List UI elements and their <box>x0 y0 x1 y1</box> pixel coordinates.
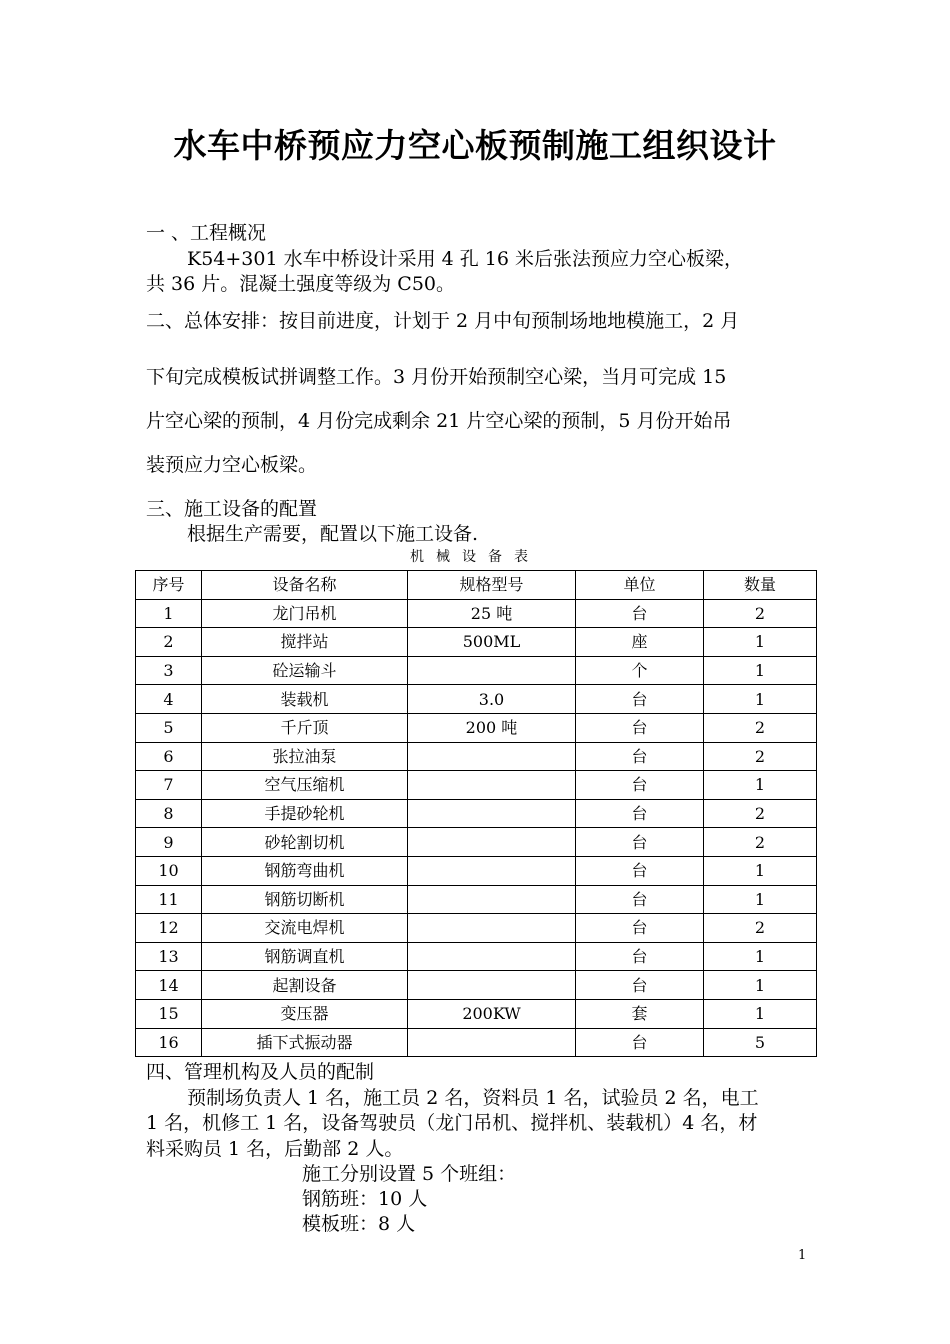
column-header: 数量 <box>704 571 817 600</box>
table-cell: 变压器 <box>202 999 408 1028</box>
table-cell: 2 <box>136 628 202 657</box>
table-cell <box>408 885 576 914</box>
table-cell: 3.0 <box>408 685 576 714</box>
table-cell: 200KW <box>408 999 576 1028</box>
section-heading-equipment: 三、施工设备的配置 <box>146 498 318 520</box>
teams-intro: 施工分别设置 5 个班组： <box>302 1163 517 1185</box>
table-cell: 2 <box>704 914 817 943</box>
paragraph-line: 预制场负责人 1 名，施工员 2 名，资料员 1 名，试验员 2 名，电工 <box>187 1087 759 1109</box>
table-cell: 交流电焊机 <box>202 914 408 943</box>
table-row <box>136 885 817 914</box>
table-cell: 5 <box>136 713 202 742</box>
paragraph-line: 装预应力空心板梁。 <box>146 454 318 476</box>
table-cell: 起割设备 <box>202 971 408 1000</box>
table-cell: 砼运输斗 <box>202 656 408 685</box>
paragraph-line: K54+301 水车中桥设计采用 4 孔 16 米后张法预应力空心板梁， <box>187 248 744 270</box>
table-cell: 6 <box>136 742 202 771</box>
table-cell: 500ML <box>408 628 576 657</box>
table-cell: 1 <box>704 771 817 800</box>
table-row <box>136 971 817 1000</box>
table-row <box>136 999 817 1028</box>
column-header: 规格型号 <box>408 571 576 600</box>
table-row <box>136 799 817 828</box>
team-item: 钢筋班：10 人 <box>302 1188 428 1210</box>
table-cell: 台 <box>576 942 704 971</box>
table-row <box>136 628 817 657</box>
table-cell <box>408 656 576 685</box>
table-row <box>136 771 817 800</box>
table-cell: 9 <box>136 828 202 857</box>
table-cell: 台 <box>576 771 704 800</box>
table-cell: 200 吨 <box>408 713 576 742</box>
table-cell: 1 <box>704 942 817 971</box>
table-row <box>136 685 817 714</box>
table-cell: 空气压缩机 <box>202 771 408 800</box>
table-cell <box>408 914 576 943</box>
table-cell: 台 <box>576 799 704 828</box>
table-row <box>136 942 817 971</box>
table-cell: 个 <box>576 656 704 685</box>
table-cell: 3 <box>136 656 202 685</box>
table-row <box>136 713 817 742</box>
table-cell: 台 <box>576 828 704 857</box>
table-cell: 16 <box>136 1028 202 1057</box>
section-heading-overview: 一 、工程概况 <box>146 222 267 244</box>
table-cell: 钢筋切断机 <box>202 885 408 914</box>
table-row <box>136 656 817 685</box>
table-cell <box>408 742 576 771</box>
page-number: 1 <box>798 1248 807 1263</box>
table-cell: 座 <box>576 628 704 657</box>
table-cell: 台 <box>576 914 704 943</box>
table-cell: 1 <box>704 885 817 914</box>
table-cell: 2 <box>704 828 817 857</box>
table-cell: 2 <box>704 742 817 771</box>
page-title: 水车中桥预应力空心板预制施工组织设计 <box>173 126 777 165</box>
table-cell: 25 吨 <box>408 599 576 628</box>
paragraph-line: 下旬完成模板试拼调整工作。3 月份开始预制空心梁，当月可完成 15 <box>146 366 727 388</box>
table-cell: 千斤顶 <box>202 713 408 742</box>
table-cell: 手提砂轮机 <box>202 799 408 828</box>
table-cell: 1 <box>704 628 817 657</box>
table-row <box>136 599 817 628</box>
table-cell: 1 <box>136 599 202 628</box>
table-header-row <box>136 571 817 600</box>
table-cell: 台 <box>576 713 704 742</box>
table-cell: 搅拌站 <box>202 628 408 657</box>
section-heading-arrangement: 二、总体安排：按目前进度，计划于 2 月中旬预制场地地模施工，2 月 <box>146 310 740 332</box>
column-header: 序号 <box>136 571 202 600</box>
table-cell <box>408 942 576 971</box>
table-cell <box>408 771 576 800</box>
section-heading-management: 四、管理机构及人员的配制 <box>146 1061 375 1083</box>
column-header: 单位 <box>576 571 704 600</box>
table-cell: 台 <box>576 885 704 914</box>
table-cell: 1 <box>704 856 817 885</box>
table-cell: 11 <box>136 885 202 914</box>
table-cell: 1 <box>704 656 817 685</box>
table-cell: 8 <box>136 799 202 828</box>
paragraph-line: 片空心梁的预制，4 月份完成剩余 21 片空心梁的预制，5 月份开始吊 <box>146 410 732 432</box>
table-cell: 2 <box>704 799 817 828</box>
table-cell: 15 <box>136 999 202 1028</box>
table-row <box>136 828 817 857</box>
table-cell: 12 <box>136 914 202 943</box>
table-cell: 1 <box>704 999 817 1028</box>
paragraph-line: 根据生产需要，配置以下施工设备. <box>187 523 479 545</box>
table-cell <box>408 799 576 828</box>
table-cell: 7 <box>136 771 202 800</box>
paragraph-line: 料采购员 1 名，后勤部 2 人。 <box>146 1138 404 1160</box>
table-cell: 台 <box>576 971 704 1000</box>
table-cell: 装载机 <box>202 685 408 714</box>
table-row <box>136 742 817 771</box>
table-row <box>136 856 817 885</box>
table-cell: 钢筋弯曲机 <box>202 856 408 885</box>
table-cell <box>408 1028 576 1057</box>
table-cell <box>408 856 576 885</box>
table-cell: 套 <box>576 999 704 1028</box>
table-cell: 14 <box>136 971 202 1000</box>
table-cell: 台 <box>576 599 704 628</box>
table-cell: 2 <box>704 713 817 742</box>
table-cell: 龙门吊机 <box>202 599 408 628</box>
table-cell: 4 <box>136 685 202 714</box>
table-cell: 2 <box>704 599 817 628</box>
paragraph-line: 共 36 片。混凝土强度等级为 C50。 <box>146 273 456 295</box>
table-cell: 5 <box>704 1028 817 1057</box>
table-cell: 台 <box>576 856 704 885</box>
table-row <box>136 1028 817 1057</box>
table-cell: 钢筋调直机 <box>202 942 408 971</box>
table-cell: 台 <box>576 685 704 714</box>
paragraph-line: 1 名，机修工 1 名，设备驾驶员（龙门吊机、搅拌机、装载机）4 名，材 <box>146 1112 758 1134</box>
table-cell: 台 <box>576 1028 704 1057</box>
team-item: 模板班：8 人 <box>302 1213 416 1235</box>
table-cell: 1 <box>704 971 817 1000</box>
equipment-table <box>135 570 817 1057</box>
table-cell: 张拉油泵 <box>202 742 408 771</box>
column-header: 设备名称 <box>202 571 408 600</box>
table-cell: 13 <box>136 942 202 971</box>
table-cell: 10 <box>136 856 202 885</box>
table-cell: 砂轮割切机 <box>202 828 408 857</box>
table-cell: 1 <box>704 685 817 714</box>
table-cell <box>408 971 576 1000</box>
table-cell <box>408 828 576 857</box>
table-cell: 插下式振动器 <box>202 1028 408 1057</box>
table-row <box>136 914 817 943</box>
table-cell: 台 <box>576 742 704 771</box>
table-caption: 机械设备表 <box>410 549 540 565</box>
